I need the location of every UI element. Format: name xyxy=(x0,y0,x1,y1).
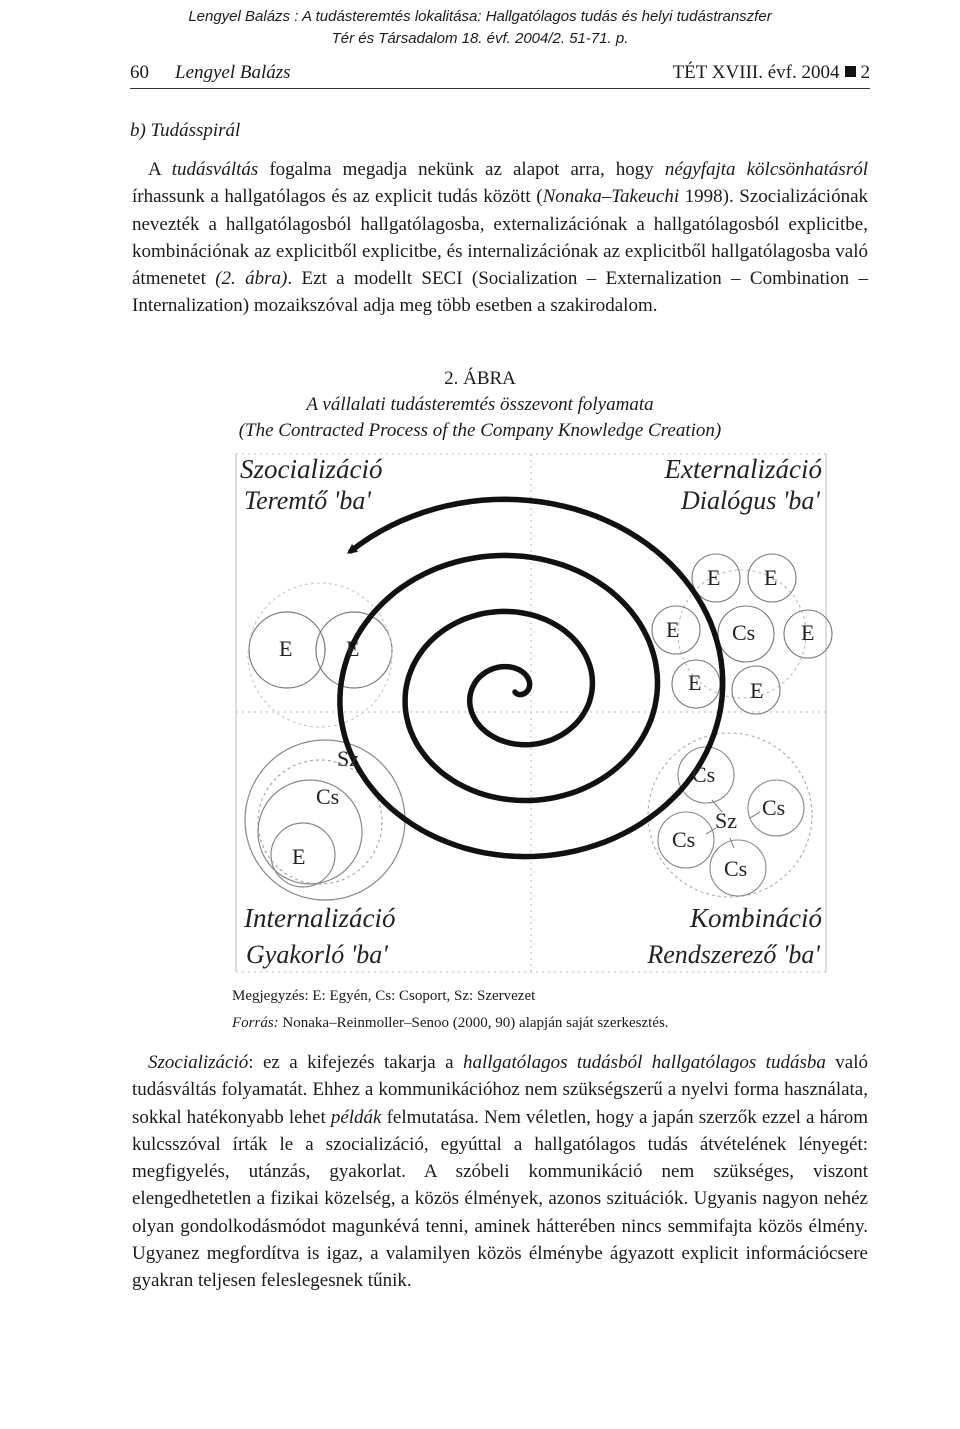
emphasis-run: négyfajta kölcsönhatásról xyxy=(664,159,868,180)
running-head-issue: 2 xyxy=(860,62,870,83)
source-text: Nonaka–Reinmoller–Senoo (2000, 90) alapján saját szerkesztés. xyxy=(278,1015,669,1031)
citation-line-2: Tér és Társadalom 18. évf. 2004/2. 51-71. p. xyxy=(331,30,629,47)
ext-individual-label: E xyxy=(688,670,702,695)
paragraph-socialization xyxy=(132,1049,868,1295)
source-label: Forrás: xyxy=(232,1015,279,1031)
ext-individual-label: E xyxy=(750,678,764,703)
int-organization-label: Sz xyxy=(337,746,359,771)
emphasis-run: hallgatólagos tudásból hallgatólagos tudásba xyxy=(462,1052,826,1073)
text-run: felmutatása. Nem véletlen, hogy a japán szerzők ezzel a három kulcsszóval írták le a szocializáció, egyúttal a hallgatólagos tudás átvételének lényegét: megfigyelés, utánzás, gyakorlat. A szóbeli kommunikáció nem szükséges, viszont elengedhetetlen a fizikai közelség, a közös élmények, azonos szituációk. Ugyanis nagyon nehéz olyan gondolkodásmódot magunkévá tenni, aminek hátterében nincs semmifajta közös élmény. Ugyanez megfordítva is igaz, a valamilyen közös élménybe ágyazott explicit információcsere gyakran teljesen feleslegesnek tűnik. xyxy=(132,1106,868,1292)
text-run: írhassunk a hallgatólagos és az explicit tudás között ( xyxy=(132,186,543,208)
text-run: való tudásváltás folyamatát. Ehhez a kommunikációhoz nem szükségszerű a nyelvi forma használata, sokkal hatékonyabb lehet xyxy=(132,1052,868,1128)
emphasis-run: tudásváltás xyxy=(171,159,259,180)
ext-individual-label: E xyxy=(764,565,778,590)
quadrant-externalization-ba: Dialógus 'ba' xyxy=(681,486,820,515)
ext-individual-label: E xyxy=(666,617,680,642)
emphasis-run: példák xyxy=(330,1106,382,1128)
quadrant-socialization-title: Szocializáció xyxy=(240,454,383,484)
ext-individual-label: E xyxy=(707,565,721,590)
running-head-journal: TÉT XVIII. évf. 2004 xyxy=(672,62,840,83)
figure-note: Megjegyzés: E: Egyén, Cs: Csoport, Sz: Szervezet xyxy=(232,988,536,1004)
com-organization-label: Sz xyxy=(715,808,737,833)
ba-circle xyxy=(248,583,392,727)
com-group-label: Cs xyxy=(762,795,786,820)
quadrant-internalization-ba: Gyakorló 'ba' xyxy=(246,940,388,969)
emphasis-run: Nonaka–Takeuchi xyxy=(542,186,680,208)
page-number: 60 xyxy=(130,62,149,83)
soc-individual-label: E xyxy=(279,636,293,661)
connector-line xyxy=(730,838,734,848)
emphasis-run: Szocializáció xyxy=(148,1052,249,1073)
ext-individual-label: E xyxy=(801,620,815,645)
quadrant-combination-title: Kombináció xyxy=(690,903,822,933)
running-head-author: Lengyel Balázs xyxy=(175,62,291,83)
text-run: . Ezt a modellt SECI (Socialization – Externalization – Combination – Internalization) mozaikszóval adja meg több esetben a szakirodalom. xyxy=(132,268,868,317)
quadrant-internalization-title: Internalizáció xyxy=(244,903,396,933)
section-title: b) Tudásspirál xyxy=(130,120,241,141)
com-group-label: Cs xyxy=(692,762,716,787)
internalization-circles xyxy=(245,740,405,900)
organization-circle xyxy=(245,740,405,900)
com-group-label: Cs xyxy=(724,856,748,881)
figure-number: 2. ÁBRA xyxy=(444,368,516,389)
diagram-frame xyxy=(236,454,826,972)
text-run: 1998). Szocializációnak nevezték a hallgatólagosból hallgatólagosba, externalizációnak a hallgatólagosból explicitbe, kombinációnak az explicitből explicitbe, és internalizációnak az explicitből hallgatólagosba való átmenetet xyxy=(132,186,869,290)
text-run: A xyxy=(148,159,172,180)
com-group-label: Cs xyxy=(672,827,696,852)
int-group-label: Cs xyxy=(316,784,340,809)
soc-individual-label: E xyxy=(346,636,360,661)
figure-title: A vállalati tudásteremtés összevont folyamata xyxy=(306,394,654,415)
emphasis-run: (2. ábra) xyxy=(215,268,288,290)
text-run: fogalma megadja nekünk az alapot arra, hogy xyxy=(258,159,665,180)
ext-group-label: Cs xyxy=(732,620,756,645)
quadrant-externalization-title: Externalizáció xyxy=(664,454,822,484)
citation-line-1: Lengyel Balázs : A tudásteremtés lokalitása: Hallgatólagos tudás és helyi tudástranszfer xyxy=(188,8,772,25)
quadrant-combination-ba: Rendszerező 'ba' xyxy=(647,940,820,969)
quadrant-socialization-ba: Teremtő 'ba' xyxy=(244,486,371,515)
connector-line xyxy=(750,812,760,818)
int-individual-label: E xyxy=(292,844,306,869)
figure-subtitle: (The Contracted Process of the Company Knowledge Creation) xyxy=(238,420,722,441)
text-run: : ez a kifejezés takarja a xyxy=(248,1052,463,1073)
figure-source xyxy=(232,1015,669,1032)
socialization-circles xyxy=(248,583,392,727)
